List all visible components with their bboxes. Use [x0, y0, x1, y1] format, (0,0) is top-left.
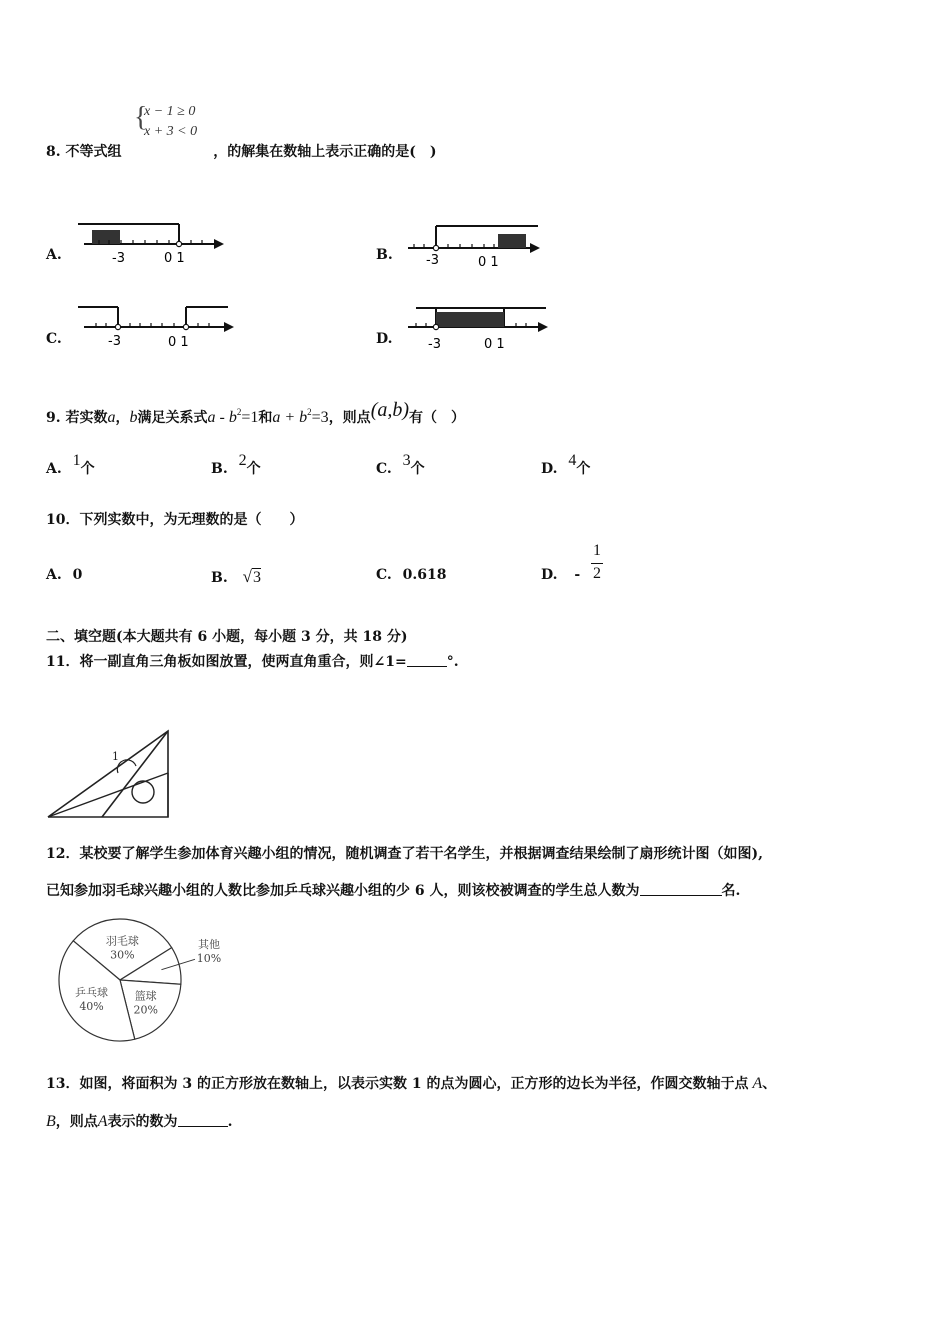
q8-stem: [46, 141, 437, 161]
q8-c-tick-right: 0 1: [168, 335, 189, 350]
q8-d-tick-right: 0 1: [484, 337, 505, 352]
q12-line-2-text: 已知参加羽毛球兴趣小组的人数比参加乒乓球兴趣小组的少 6 人，则该校被调查的学生总人数为: [46, 883, 640, 899]
q10-option-c-value: 0.618: [402, 567, 447, 583]
q13-line-1: [46, 1073, 776, 1093]
q10-option-b-radicand: 3: [252, 569, 261, 586]
q10-option-d-fraction-bar: [591, 563, 603, 564]
q8-b-tick-left: -3: [426, 253, 439, 268]
q11-answer-blank[interactable]: [407, 654, 447, 667]
q8-post-text: ，的解集在数轴上表示正确的是( ): [213, 144, 437, 160]
q9-option-a-value: 1: [72, 452, 81, 469]
q9-comma: ，: [115, 410, 130, 426]
q8-option-c-label[interactable]: C.: [46, 331, 62, 347]
q12-line-2: [46, 880, 740, 900]
q12-pie-chart: [52, 916, 242, 1046]
q11-angle-label: 1: [112, 750, 119, 763]
q9-eq2-exp: 2: [307, 407, 312, 417]
q10-option-a-label: A.: [46, 567, 62, 583]
q9-option-d-value: 4: [568, 452, 577, 469]
q9-option-c-unit: 个: [410, 461, 425, 477]
q9-option-c-value: 3: [402, 452, 411, 469]
pie-label-1: 其他: [198, 938, 220, 951]
q10-option-d[interactable]: [541, 567, 580, 583]
q9-text-3: 和: [258, 410, 273, 426]
q9-eq2-rhs: =3: [311, 409, 329, 426]
q10-option-b-label: B.: [211, 570, 228, 586]
q8-option-b-numberline: [404, 214, 564, 270]
q8-a-tick-left: -3: [112, 251, 125, 266]
q9-text-1: 若实数: [65, 410, 108, 426]
q9-text-4: ，则点: [328, 410, 371, 426]
q9-option-b-unit: 个: [246, 461, 261, 477]
pie-pct-0: 30%: [110, 948, 135, 962]
q9-option-b[interactable]: [211, 452, 261, 478]
pie-pct-3: 40%: [79, 999, 104, 1013]
pie-label-2: 篮球: [134, 989, 157, 1003]
q8-option-d-label[interactable]: D.: [376, 331, 393, 347]
q9-option-d-label: D.: [541, 461, 558, 477]
q13-point-b: B: [46, 1113, 56, 1130]
q9-eq1-exp: 2: [236, 407, 242, 417]
q13-answer-blank[interactable]: [178, 1114, 228, 1127]
q8-option-b-label[interactable]: B.: [376, 247, 393, 263]
q13-end: .: [227, 1114, 233, 1130]
q9-option-a-label: A.: [46, 461, 62, 477]
q9-text-2: 满足关系式: [137, 410, 208, 426]
q8-pre-text: 不等式组: [65, 144, 122, 160]
q10-option-d-denominator: 2: [593, 565, 601, 582]
q10-option-d-label: D.: [541, 567, 558, 583]
q13-point-a-2: A: [97, 1113, 108, 1130]
q9-var-b: b: [129, 409, 138, 426]
q9-point: (a,b): [370, 399, 410, 421]
section-2-title: 二、填空题(本大题共有 6 小题，每小题 3 分，共 18 分): [46, 629, 408, 645]
q12-line-1: 12．某校要了解学生参加体育兴趣小组的情况，随机调查了若干名学生，并根据调查结果绘制了扇形统计图（如图),: [46, 846, 763, 862]
q12-line-2-end: 名.: [721, 883, 741, 899]
q13-line-2-mid: ，则点: [55, 1114, 98, 1130]
q9-option-c[interactable]: [376, 452, 425, 478]
pie-label-0: 羽毛球: [105, 934, 139, 948]
q9-option-a-unit: 个: [80, 461, 95, 477]
q8-c-tick-left: -3: [108, 334, 121, 349]
q9-option-a[interactable]: [46, 452, 95, 478]
q10-option-d-numerator: 1: [593, 542, 601, 559]
pie-pct-2: 20%: [133, 1003, 158, 1017]
q13-line-2: [46, 1111, 232, 1131]
q10-stem: 10．下列实数中，为无理数的是（ ）: [46, 512, 304, 528]
q9-eq1-rhs: =1: [241, 409, 259, 426]
pie-label-3: 乒乓球: [75, 985, 109, 999]
q11-text-pre: 11．将一副直角三角板如图放置，使两直角重合，则∠1=: [46, 654, 407, 670]
q13-line-1-text: 13．如图，将面积为 3 的正方形放在数轴上，以表示实数 1 的点为圆心，正方形的边长为半径，作圆交数轴于点: [46, 1076, 749, 1092]
q8-option-d-numberline: [404, 298, 564, 354]
q8-system-brace: {: [134, 102, 148, 133]
q12-answer-blank[interactable]: [640, 883, 722, 896]
q9-eq2-lhs: a + b: [272, 409, 308, 426]
q10-option-c-label: C.: [376, 567, 392, 583]
q8-b-tick-right: 0 1: [478, 255, 499, 270]
q9-var-a: a: [107, 409, 116, 426]
q10-option-b[interactable]: [211, 567, 261, 587]
q8-system-line2: x + 3 < 0: [144, 124, 198, 139]
q9-number: 9.: [46, 410, 61, 426]
q11-triangles-figure: [44, 728, 174, 820]
q11-text-post: °.: [446, 654, 459, 670]
q9-stem: [46, 397, 465, 431]
q9-eq1-lhs: a - b: [207, 409, 237, 426]
q8-option-a-numberline: [74, 214, 234, 270]
sqrt-icon: √: [242, 567, 252, 586]
q8-option-a-label[interactable]: A.: [46, 247, 62, 263]
q11-stem: [46, 651, 459, 671]
q9-option-b-value: 2: [238, 452, 247, 469]
q10-option-a[interactable]: [46, 567, 82, 583]
q13-point-a: A: [752, 1075, 763, 1092]
q9-option-d[interactable]: [541, 452, 590, 478]
q10-option-a-value: 0: [72, 567, 83, 583]
q8-number: 8.: [46, 144, 61, 160]
q10-option-c[interactable]: [376, 567, 447, 583]
pie-pct-1: 10%: [196, 952, 222, 965]
q9-option-b-label: B.: [211, 461, 228, 477]
q9-option-c-label: C.: [376, 461, 392, 477]
q10-option-d-sign: -: [574, 567, 581, 583]
q8-a-tick-right: 0 1: [164, 251, 185, 266]
q9-text-5: 有（ ）: [409, 410, 466, 426]
q8-option-c-numberline: [74, 298, 244, 354]
q13-line-2-text: 表示的数为: [107, 1114, 178, 1130]
q13-separator: 、: [762, 1076, 777, 1092]
q8-d-tick-left: -3: [428, 337, 441, 352]
q9-option-d-unit: 个: [576, 461, 591, 477]
q8-system-line1: x − 1 ≥ 0: [144, 104, 196, 119]
